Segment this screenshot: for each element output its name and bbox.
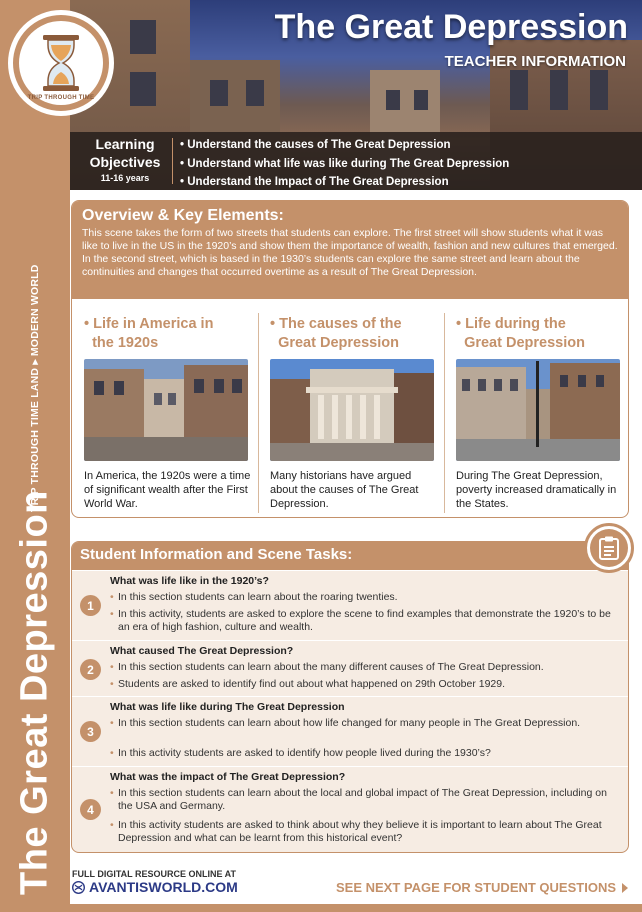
- overview-section: [71, 200, 629, 518]
- sidebar-world-label: MODERN WORLD: [29, 264, 41, 357]
- overview-paragraph-2: In the second street, which is based in the 1930’s students can explore the same street and learn about the continuities and changes that occurred overtime as a result of The Great Depression.: [82, 253, 580, 278]
- hourglass-icon: [41, 35, 81, 91]
- scene-image-stock-exchange: [270, 359, 434, 461]
- column-caption: Many historians have argued about the causes of The Great Depression.: [270, 470, 419, 510]
- objectives-list: [180, 136, 509, 190]
- sidebar: [0, 0, 70, 912]
- trip-through-time-logo: [8, 10, 114, 116]
- task-bullet: • In this section students can learn about the many different causes of The Great Depression.: [110, 661, 620, 674]
- task-bullet: • In this activity students are asked to think about why they believe it is important to learn about The Great Depression and what can be learnt from this historical event?: [110, 819, 620, 845]
- task-question: What was life like during The Great Depression: [110, 701, 345, 713]
- sidebar-category: TRIP THROUGH TIME LAND ▸ MODERN WORLD: [29, 264, 41, 512]
- arrow-right-icon: [622, 883, 628, 893]
- tasks-section: [71, 541, 629, 853]
- task-bullet: • Students are asked to identify find out about what happened on 29th October 1929.: [110, 678, 620, 691]
- next-page-link[interactable]: [336, 880, 628, 895]
- task-question: What was life like in the 1920’s?: [110, 575, 269, 587]
- objectives-label: Learning Objectives 11-16 years: [89, 136, 161, 183]
- task-row: [72, 766, 628, 853]
- overview-column-life-during: [444, 299, 629, 518]
- column-caption: During The Great Depression, poverty increased dramatically in the States.: [456, 470, 617, 510]
- sidebar-land-label: TRIP THROUGH TIME LAND: [29, 367, 41, 512]
- header-banner: [70, 0, 642, 190]
- task-bullet: • In this activity students are asked to identify how people lived during the 1930’s?: [110, 747, 620, 760]
- objective-item: • Understand what life was like during The Great Depression: [180, 157, 510, 170]
- overview-paragraph-1: This scene takes the form of two streets that students can explore. The first street will show students what it was like to live in the US in the 1920’s and show them the importance of wealth, fashion and new cultures that emerged.: [82, 227, 618, 252]
- overview-column-1920s: [72, 299, 258, 518]
- learning-objectives: [70, 132, 642, 190]
- tasks-title: Student Information and Scene Tasks:: [72, 542, 628, 570]
- avantis-globe-icon: [72, 881, 85, 894]
- column-title: • Life in America in the 1920s: [84, 316, 214, 351]
- task-question: What caused The Great Depression?: [110, 645, 294, 657]
- task-bullet: • In this section students can learn about the local and global impact of The Great Depression, including on the USA and Germany.: [110, 787, 620, 813]
- column-title: • The causes of the Great Depression: [270, 316, 402, 351]
- task-question: What was the impact of The Great Depression?: [110, 771, 346, 783]
- task-row: [72, 640, 628, 696]
- column-title: • Life during the Great Depression: [456, 316, 585, 351]
- task-number-badge: 2: [80, 659, 101, 680]
- logo-text: TRIP THROUGH TIME: [27, 95, 95, 101]
- bottom-strip: [70, 904, 642, 912]
- next-page-text: SEE NEXT PAGE FOR STUDENT QUESTIONS: [335, 880, 616, 895]
- task-bullet: • In this section students can learn about the roaring twenties.: [110, 591, 620, 604]
- avantis-site-text: AVANTISWORLD.COM: [89, 879, 238, 895]
- overview-title: Overview & Key Elements:: [82, 207, 284, 224]
- objective-item: • Understand the causes of The Great Depression: [180, 139, 451, 151]
- page-subtitle: TEACHER INFORMATION: [444, 53, 626, 70]
- sidebar-title: The Great Depression: [13, 490, 56, 895]
- avantis-link[interactable]: [72, 879, 238, 895]
- task-bullet: • In this activity, students are asked to explore the scene to find examples that demonstrate the 1920’s to be an era of high fashion, culture and wealth.: [110, 608, 620, 634]
- resource-label: FULL DIGITAL RESOURCE ONLINE AT: [72, 869, 236, 879]
- task-number-badge: 3: [80, 721, 101, 742]
- clipboard-icon: [584, 523, 634, 573]
- page-title: The Great Depression: [274, 8, 628, 46]
- scene-image-1930s-street: [456, 359, 620, 461]
- overview-column-causes: [258, 299, 444, 518]
- task-bullet: • In this section students can learn about how life changed for many people in The Great Depression.: [110, 717, 620, 730]
- task-row: [72, 570, 628, 640]
- objective-item: • Understand the Impact of The Great Depression: [180, 176, 449, 188]
- scene-image-1920s-street: [84, 359, 248, 461]
- task-row: [72, 696, 628, 766]
- column-caption: In America, the 1920s were a time of significant wealth after the First World War.: [84, 470, 251, 510]
- task-number-badge: 4: [80, 799, 101, 820]
- task-number-badge: 1: [80, 595, 101, 616]
